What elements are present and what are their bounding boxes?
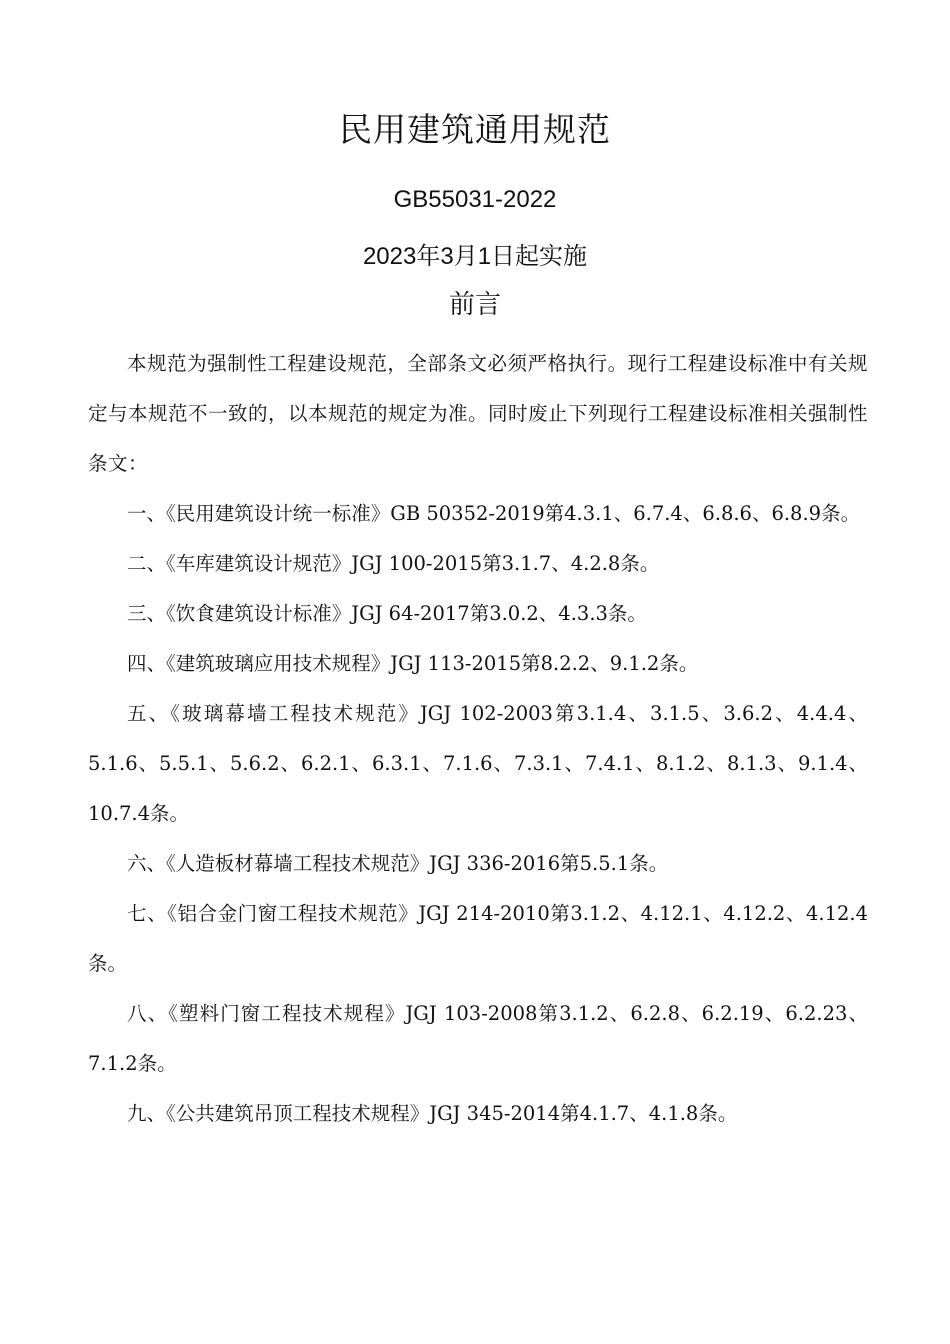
foreword-heading: 前言 [448,290,501,320]
repealed-item-1: 一、《民用建筑设计统一标准》GB 50352-2019第4.3.1、6.7.4、6.8.6、6.8.9条。 [127,502,861,525]
standard-code: GB55031-2022 [393,186,557,213]
repealed-item-9: 九、《公共建筑吊顶工程技术规程》JGJ 345-2014第4.1.7、4.1.8条。 [127,1102,738,1125]
repealed-item-8: 八、《塑料门窗工程技术规程》JGJ 103-2008第3.1.2、6.2.8、6.2.19、6.2.23、7.1.2条。 [88,1002,868,1075]
repealed-item-7: 七、《铝合金门窗工程技术规范》JGJ 214-2010第3.1.2、4.12.1、4.12.2、4.12.4条。 [88,902,868,975]
document-title: 民用建筑通用规范 [339,110,611,149]
intro-paragraph: 本规范为强制性工程建设规范，全部条文必须严格执行。现行工程建设标准中有关规定与本规范不一致的，以本规范的规定为准。同时废止下列现行工程建设标准相关强制性条文： [88,352,869,475]
effective-date: 2023年3月1日起实施 [362,243,588,270]
repealed-item-6: 六、《人造板材幕墙工程技术规范》JGJ 336-2016第5.5.1条。 [127,852,669,875]
repealed-item-3: 三、《饮食建筑设计标准》JGJ 64-2017第3.0.2、4.3.3条。 [127,602,647,625]
foreword-body [88,339,868,1139]
repealed-item-2: 二、《车库建筑设计规范》JGJ 100-2015第3.1.7、4.2.8条。 [127,552,660,575]
repealed-item-4: 四、《建筑玻璃应用技术规程》JGJ 113-2015第8.2.2、9.1.2条。 [127,652,699,675]
repealed-item-5: 五、《玻璃幕墙工程技术规范》JGJ 102-2003第3.1.4、3.1.5、3.6.2、4.4.4、5.1.6、5.5.1、5.6.2、6.2.1、6.3.1、7.1.6、7.3.1、7.4.1、8.1.2、8.1.3、9.1.4、10.7.4条。 [88,702,868,825]
